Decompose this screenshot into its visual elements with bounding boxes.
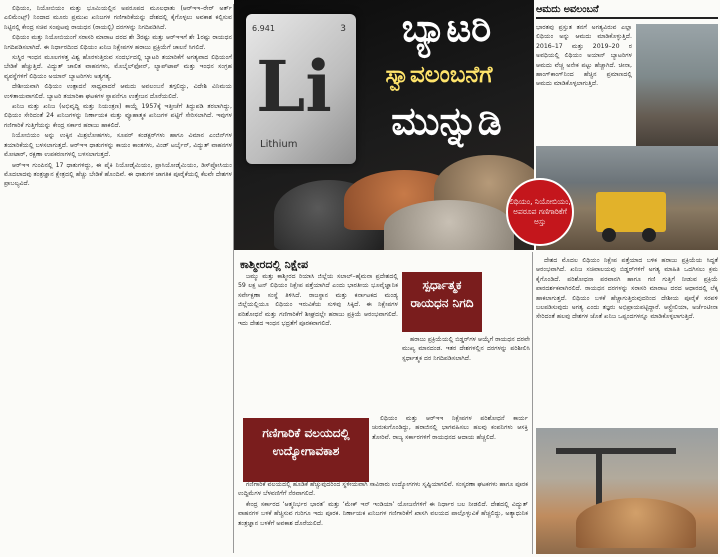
left-paragraph: ಖನಿಜ ಮತ್ತು ಖನಿಜ (ಅಭಿವೃದ್ಧಿ ಮತ್ತು ನಿಯಂತ್ರಣ) ಕಾಯ್ದೆ 1957ಕ್ಕೆ ಇತ್ತೀಚೆಗೆ ತಿದ್ದುಪಡಿ ತರಲಾಗಿದ್ದು, ಲಿಥಿಯಂ ಸೇರಿದಂತೆ 24 ಖನಿಜಗಳನ್ನು ನಿರ್ಣಾಯಕ ಮತ್ತು ವ್ಯೂಹಾತ್ಮಕ ಖನಿಜಗಳ ಪಟ್ಟಿಗೆ ಸೇರಿಸಲಾಗಿದೆ. ಇವುಗಳ ಗಣಿಗಾರಿಕೆ ಗುತ್ತಿಗೆಯನ್ನು ಕೇಂದ್ರ ಸರ್ಕಾರ ಹರಾಜು ಹಾಕಲಿದೆ.	[4, 103, 232, 129]
mining-photo-top	[636, 24, 718, 156]
mining-crane-icon	[556, 448, 676, 454]
hero-title-line2: ಸ್ವಾವಲಂಬನೆಗೆ	[385, 61, 493, 88]
left-paragraph: ಲಿಥಿಯಂ, ನಿಯೋಬಿಯಂ ಮತ್ತು ಭೂಮಿಯಲ್ಲಿನ ಅಪರೂಪದ ಮೂಲಧಾತು (ಆರ್‌ಇಇ–ರೇರ್ ಅರ್ತ್ ಎಲಿಮೆಂಟ್ಸ್) ನಿಂದಾದ ಮೂರು ಪ್ರಮುಖ ಖನಿಜಗಳ ಗಣಿಗಾರಿಕೆಯನ್ನು ದೇಶದಲ್ಲಿ ಕೈಗೊಳ್ಳಲು ಅವಕಾಶ ಕಲ್ಪಿಸುವ ನಿಟ್ಟಿನಲ್ಲಿ ಕೇಂದ್ರ ಸಚಿವ ಸಂಪುಟವು ರಾಯಧನ (ರಾಯಲ್ಟಿ) ದರಗಳನ್ನು ನಿಗದಿಪಡಿಸಿದೆ.	[4, 5, 232, 31]
wheel-icon	[602, 228, 616, 242]
left-paragraph: ಲಿಥಿಯಂ ಮತ್ತು ನಿಯೋಬಿಯಂಗೆ ಸರಾಸರಿ ಮಾರಾಟ ದರದ ಶೇ 3ರಷ್ಟು ಮತ್ತು ಆರ್‌ಇಇಗೆ ಶೇ 1ರಷ್ಟು ರಾಯಧನ ನಿಗದಿಪಡಿಸಲಾಗಿದೆ. ಈ ನಿರ್ಧಾರದಿಂದ ಲಿಥಿಯಂ ಖನಿಜ ನಿಕ್ಷೇಪಗಳ ಹರಾಜು ಪ್ರಕ್ರಿಯೆಗೆ ಚಾಲನೆ ಸಿಗಲಿದೆ.	[4, 34, 232, 51]
jobs-text	[238, 480, 528, 555]
wheel-icon	[642, 228, 656, 242]
left-paragraph: ನಿಯೋಬಿಯಂ ಅನ್ನು ಉಕ್ಕಿನ ಮಿಶ್ರಲೋಹಗಳು, ಸೂಪರ್ ಕಂಡಕ್ಟರ್‌ಗಳು ಹಾಗೂ ವಿಮಾನ ಎಂಜಿನ್‌ಗಳ ತಯಾರಿಕೆಯಲ್ಲಿ ಬಳಸಲಾಗುತ್ತದೆ. ಆರ್‌ಇಇ ಧಾತುಗಳನ್ನು ಕಾಯಂ ಕಾಂತಗಳು, ವಿಂಡ್ ಟರ್ಬೈನ್, ವಿದ್ಯುತ್ ವಾಹನಗಳ ಮೋಟಾರ್, ರಕ್ಷಣಾ ಉಪಕರಣಗಳಲ್ಲಿ ಬಳಸಲಾಗುತ್ತದೆ.	[4, 132, 232, 159]
royalty-text	[402, 335, 530, 417]
hero-title-line3: ಮುನ್ನುಡಿ	[391, 98, 502, 143]
highlight-badge: ಲಿಥಿಯಂ, ನಿಯೋಬಿಯಂ, ಅಪರೂಪ ಗಣಿಗಾರಿಕೆಗೆ ಅಸ್ತು	[506, 178, 574, 246]
dump-truck-icon	[596, 192, 666, 232]
hero-title-line1: ಬ್ಯಾಟರಿ	[401, 5, 492, 50]
element-symbol: Li	[256, 45, 332, 128]
left-paragraph: ಸುಸ್ಥಿರ ಇಂಧನ ಮೂಲಗಳತ್ತ ವಿಶ್ವ ಹೊರಳುತ್ತಿರುವ ಸಂದರ್ಭದಲ್ಲಿ ಬ್ಯಾಟರಿ ತಯಾರಿಕೆಗೆ ಅಗತ್ಯವಾದ ಲಿಥಿಯಂಗೆ ಬೇಡಿಕೆ ಹೆಚ್ಚುತ್ತಿದೆ. ವಿದ್ಯುತ್ ಚಾಲಿತ ವಾಹನಗಳು, ಮೊಬೈಲ್‌ಫೋನ್, ಲ್ಯಾಪ್‌ಟಾಪ್ ಮತ್ತು ಇಂಧನ ಸಂಗ್ರಹ ವ್ಯವಸ್ಥೆಗಳಿಗೆ ಲಿಥಿಯಂ ಅಯಾನ್ ಬ್ಯಾಟರಿಗಳು ಅತ್ಯಗತ್ಯ.	[4, 54, 232, 80]
royalty-paragraph: ಹರಾಜು ಪ್ರಕ್ರಿಯೆಯಲ್ಲಿ ಬಿಡ್ಡರ್‌ಗಳ ಆಯ್ಕೆಗೆ ರಾಯಧನ ದರವೇ ಮುಖ್ಯ ಮಾನದಂಡ. ಇತರ ದೇಶಗಳಲ್ಲಿನ ದರಗಳನ್ನು ಪರಿಶೀಲಿಸಿ ಸ್ಪರ್ಧಾತ್ಮಕ ದರ ನಿಗದಿಪಡಿಸಲಾಗಿದೆ.	[402, 336, 530, 362]
ore-pile	[384, 200, 514, 250]
hero-banner	[234, 0, 534, 250]
jobs-paragraph-bottom: ಕೇಂದ್ರ ಸರ್ಕಾರದ ‘ಆತ್ಮನಿರ್ಭರ ಭಾರತ’ ಮತ್ತು ‘ಮೇಕ್ ಇನ್ ಇಂಡಿಯಾ’ ಯೋಜನೆಗಳಿಗೆ ಈ ನಿರ್ಧಾರ ಬಲ ನೀಡಲಿದೆ. ದೇಶದಲ್ಲಿ ವಿದ್ಯುತ್ ವಾಹನಗಳ ಬಳಕೆ ಹೆಚ್ಚಿಸುವ ಗುರಿಗೂ ಇದು ಪೂರಕ. ನಿರ್ಣಾಯಕ ಖನಿಜಗಳ ಗಣಿಗಾರಿಕೆಗೆ ಖಾಸಗಿ ವಲಯದ ಪಾಲ್ಗೊಳ್ಳುವಿಕೆ ಹೆಚ್ಚಲಿದ್ದು, ಅತ್ಯಾಧುನಿಕ ತಂತ್ರಜ್ಞಾನ ಬಳಕೆಗೆ ಅವಕಾಶ ದೊರೆಯಲಿದೆ.	[238, 500, 528, 527]
jobs-paragraph: ಗಣಿಗಾರಿಕೆ ವಲಯದಲ್ಲಿ ಹೂಡಿಕೆ ಹೆಚ್ಚುವುದರಿಂದ ಸ್ಥಳೀಯವಾಗಿ ಸಾವಿರಾರು ಉದ್ಯೋಗಗಳು ಸೃಷ್ಟಿಯಾಗಲಿವೆ. ಸಂಸ್ಕರಣಾ ಘಟಕಗಳು ಹಾಗೂ ಪೂರಕ ಉದ್ದಿಮೆಗಳ ಬೆಳವಣಿಗೆಗೆ ನೆರವಾಗಲಿದೆ.	[238, 481, 528, 498]
middle-paragraph: ಲಿಥಿಯಂ ಮತ್ತು ಆರ್‌ಇಇ ನಿಕ್ಷೇಪಗಳ ಪರಿಶೋಧನೆ ಕಾರ್ಯ ಚುರುಕುಗೊಂಡಿದ್ದು, ಹರಾಜಿನಲ್ಲಿ ಭಾಗವಹಿಸಲು ಹಲವು ಕಂಪನಿಗಳು ಆಸಕ್ತಿ ತೋರಿವೆ. ರಾಜ್ಯ ಸರ್ಕಾರಗಳಿಗೆ ರಾಯಧನದ ಆದಾಯ ಹೆಚ್ಚಲಿದೆ.	[372, 415, 528, 441]
left-paragraph: ದೇಶೀಯವಾಗಿ ಲಿಥಿಯಂ ಉತ್ಪಾದನೆ ಸಾಧ್ಯವಾದರೆ ಆಮದು ಅವಲಂಬನೆ ತಗ್ಗಲಿದ್ದು, ವಿದೇಶಿ ವಿನಿಮಯ ಉಳಿತಾಯವಾಗಲಿದೆ. ಬ್ಯಾಟರಿ ತಯಾರಿಕಾ ಘಟಕಗಳ ಸ್ಥಾಪನೆಗೂ ಉತ್ತೇಜನ ದೊರೆಯಲಿದೆ.	[4, 83, 232, 100]
ore-pile	[576, 498, 696, 548]
royalty-banner: ಸ್ಪರ್ಧಾತ್ಮಕ ರಾಯಧನ ನಿಗದಿ	[402, 272, 482, 332]
import-text: ಭಾರತವು ಪ್ರಸ್ತುತ ತನಗೆ ಅಗತ್ಯವಿರುವ ಎಲ್ಲಾ ಲಿಥಿಯಂ ಅನ್ನು ಆಮದು ಮಾಡಿಕೊಳ್ಳುತ್ತಿದೆ. 2016–17 ಮತ್ತು 2019–20 ರ ಅವಧಿಯಲ್ಲಿ ಲಿಥಿಯಂ ಅಯಾನ್ ಬ್ಯಾಟರಿಗಳ ಆಮದು ವೆಚ್ಚ ಅನೇಕ ಪಟ್ಟು ಹೆಚ್ಚಾಗಿದೆ. ಚೀನಾ, ಹಾಂಗ್‌ಕಾಂಗ್‌ನಿಂದ ಹೆಚ್ಚಿನ ಪ್ರಮಾಣದಲ್ಲಿ ಆಮದು ಮಾಡಿಕೊಳ್ಳಲಾಗುತ್ತಿದೆ.	[536, 24, 632, 88]
ore-yard-photo	[536, 428, 718, 554]
column-divider	[532, 252, 533, 554]
right-middle-text	[536, 256, 718, 426]
left-article-column	[4, 4, 232, 553]
jobs-banner: ಗಣಿಗಾರಿಕೆ ವಲಯದಲ್ಲಿ ಉದ್ಯೋಗಾವಕಾಶ	[243, 418, 369, 482]
atomic-mass: 6.941	[252, 24, 275, 33]
lithium-element-tile	[246, 14, 356, 164]
middle-text	[372, 414, 528, 480]
atomic-number: 3	[340, 24, 346, 34]
import-heading: ಆಮದು ಅವಲಂಬನೆ	[536, 4, 718, 19]
element-name: Lithium	[260, 139, 298, 150]
kashmir-paragraph: ಜಮ್ಮು ಮತ್ತು ಕಾಶ್ಮೀರದ ರಿಯಾಸಿ ಜಿಲ್ಲೆಯ ಸಲಾಲ್–ಹೈಮನಾ ಪ್ರದೇಶದಲ್ಲಿ 59 ಲಕ್ಷ ಟನ್ ಲಿಥಿಯಂ ನಿಕ್ಷೇಪ ಪತ್ತೆಯಾಗಿದೆ ಎಂದು ಭಾರತೀಯ ಭೂವೈಜ್ಞಾನಿಕ ಸರ್ವೇಕ್ಷಣಾ ಸಂಸ್ಥೆ ತಿಳಿಸಿದೆ. ರಾಜಸ್ಥಾನ ಮತ್ತು ಕರ್ನಾಟಕದ ಮಂಡ್ಯ ಜಿಲ್ಲೆಯಲ್ಲಿಯೂ ಲಿಥಿಯಂ ಇರುವಿಕೆಯ ಸುಳಿವು ಸಿಕ್ಕಿದೆ. ಈ ನಿಕ್ಷೇಪಗಳ ಪರಿಶೋಧನೆ ಮತ್ತು ಗಣಿಗಾರಿಕೆಗೆ ಶೀಘ್ರದಲ್ಲೇ ಹರಾಜು ಪ್ರಕ್ರಿಯೆ ಆರಂಭವಾಗಲಿದೆ. ಇದು ದೇಶದ ಇಂಧನ ಭದ್ರತೆಗೆ ಪೂರಕವಾಗಲಿದೆ.	[238, 273, 398, 328]
left-paragraph: ಆರ್‌ಇಇ ಗುಂಪಿನಲ್ಲಿ 17 ಧಾತುಗಳಿದ್ದು, ಈ ಪೈಕಿ ನಿಯೋಡೈಮಿಯಂ, ಪ್ರಾಸಿಯೋಡೈಮಿಯಂ, ಡಿಸ್‌ಪ್ರೋಸಿಯಂ ಮೊದಲಾದವು ತಂತ್ರಜ್ಞಾನ ಕ್ಷೇತ್ರದಲ್ಲಿ ಹೆಚ್ಚು ಬೇಡಿಕೆ ಹೊಂದಿವೆ. ಈ ಧಾತುಗಳ ಜಾಗತಿಕ ಪೂರೈಕೆಯಲ್ಲಿ ಕೆಲವೇ ದೇಶಗಳ ಪ್ರಾಬಲ್ಯವಿದೆ.	[4, 161, 232, 188]
kashmir-heading: ಕಾಶ್ಮೀರದಲ್ಲಿ ನಿಕ್ಷೇಪ	[240, 258, 309, 271]
right-middle-paragraph: ದೇಶದ ಮೊದಲ ಲಿಥಿಯಂ ನಿಕ್ಷೇಪ ಪತ್ತೆಯಾದ ಬಳಿಕ ಹರಾಜು ಪ್ರಕ್ರಿಯೆಯ ಸಿದ್ಧತೆ ಆರಂಭವಾಗಿದೆ. ಖನಿಜ ಸಚಿವಾಲಯವು ಬಿಡ್ಡರ್‌ಗಳಿಗೆ ಅಗತ್ಯ ಮಾಹಿತಿ ಒದಗಿಸಲು ಕ್ರಮ ಕೈಗೊಂಡಿದೆ. ಪರಿಶೋಧನಾ ಪರವಾನಗಿ ಹಾಗೂ ಗಣಿ ಗುತ್ತಿಗೆ ನೀಡುವ ಪ್ರಕ್ರಿಯೆ ಪಾರದರ್ಶಕವಾಗಿರಲಿದೆ. ರಾಯಧನ ದರಗಳನ್ನು ಸರಾಸರಿ ಮಾರಾಟ ದರದ ಆಧಾರದಲ್ಲಿ ಲೆಕ್ಕ ಹಾಕಲಾಗುತ್ತದೆ. ಲಿಥಿಯಂ ಬಳಕೆ ಹೆಚ್ಚಾಗುತ್ತಿರುವುದರಿಂದ ದೇಶೀಯ ಪೂರೈಕೆ ಸರಪಳಿ ಬಲಪಡಿಸುವುದು ಅಗತ್ಯ ಎಂದು ತಜ್ಞರು ಅಭಿಪ್ರಾಯಪಟ್ಟಿದ್ದಾರೆ. ಆಸ್ಟ್ರೇಲಿಯಾ, ಅರ್ಜೆಂಟೀನಾ ಸೇರಿದಂತೆ ಹಲವು ದೇಶಗಳ ಜೊತೆ ಖನಿಜ ಒಪ್ಪಂದಗಳನ್ನೂ ಮಾಡಿಕೊಳ್ಳಲಾಗುತ್ತಿದೆ.	[536, 257, 718, 321]
